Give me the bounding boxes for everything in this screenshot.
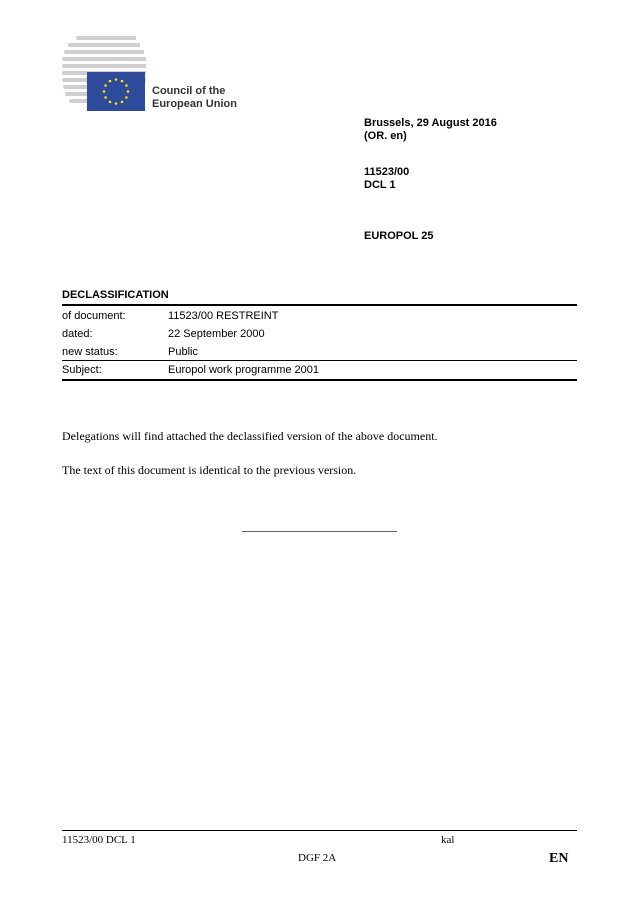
- footer-rule: [62, 830, 577, 831]
- declassification-title: DECLASSIFICATION: [62, 289, 169, 301]
- row-label-dated: dated:: [62, 328, 93, 340]
- end-of-text-rule: [242, 531, 397, 532]
- row-value-subject: Europol work programme 2001: [168, 364, 320, 376]
- organisation-name-line1: Council of the: [152, 85, 226, 97]
- document-code: DCL 1: [364, 179, 396, 191]
- footer-initials: kal: [441, 834, 455, 846]
- body-paragraph-1: Delegations will find attached the declassified version of the above document.: [62, 429, 438, 443]
- footer-reference: 11523/00 DCL 1: [62, 834, 136, 846]
- place-date: Brussels, 29 August 2016: [364, 117, 497, 129]
- row-label-status: new status:: [62, 346, 118, 358]
- row-label-subject: Subject:: [62, 364, 102, 376]
- organisation-name-line2: European Union: [152, 98, 237, 110]
- original-language: (OR. en): [364, 130, 407, 142]
- row-label-document: of document:: [62, 310, 126, 322]
- eu-flag-icon: [87, 72, 145, 111]
- row-value-dated: 22 September 2000: [168, 328, 265, 340]
- language-code: EN: [549, 851, 569, 866]
- organisation-name: [152, 85, 237, 111]
- table-divider-rule: [62, 360, 577, 361]
- footer-directorate: DGF 2A: [298, 852, 337, 864]
- document-number: 11523/00: [364, 166, 410, 178]
- row-value-status: Public: [168, 346, 198, 358]
- subject-code: EUROPOL 25: [364, 230, 434, 242]
- table-bottom-rule: [62, 379, 577, 381]
- body-paragraph-2: The text of this document is identical to the previous version.: [62, 463, 357, 477]
- row-value-document: 11523/00 RESTREINT: [168, 310, 279, 322]
- table-top-rule: [62, 304, 577, 306]
